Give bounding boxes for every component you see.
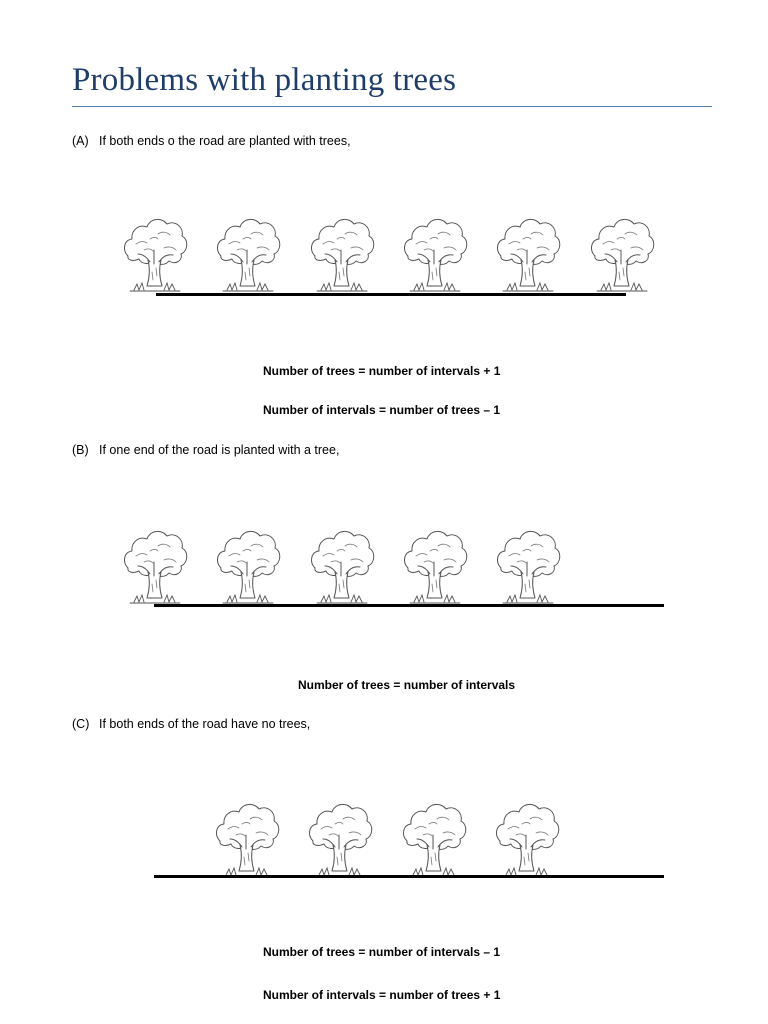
section-c-formula-2: Number of intervals = number of trees + 1 [263,988,501,1002]
section-a-letter: (A) [72,134,89,148]
title-underline [72,106,712,107]
tree-icon [120,522,190,608]
section-b-text: If one end of the road is planted with a tree, [99,443,340,457]
tree-icon [307,210,377,296]
tree-icon [492,795,562,881]
tree-icon [307,522,377,608]
section-a-formula-1: Number of trees = number of intervals + 1 [263,364,501,378]
tree-icon [305,795,375,881]
section-a-heading [72,134,351,148]
section-c-text: If both ends of the road have no trees, [99,717,311,731]
section-b-road [154,604,664,607]
tree-icon [212,795,282,881]
tree-icon [587,210,657,296]
section-b-formula-1: Number of trees = number of intervals [298,678,516,692]
section-b-letter: (B) [72,443,89,457]
tree-icon [400,522,470,608]
tree-icon [400,210,470,296]
section-a-formula-2: Number of intervals = number of trees – 1 [263,403,501,417]
tree-icon [213,522,283,608]
section-c-road [154,875,664,878]
section-b-heading [72,443,339,457]
section-a-text: If both ends o the road are planted with trees, [99,134,351,148]
tree-icon [213,210,283,296]
tree-icon [120,210,190,296]
section-c-letter: (C) [72,717,90,731]
section-a-road [156,293,626,296]
section-c-formula-1: Number of trees = number of intervals – 1 [263,945,501,959]
page-title: Problems with planting trees [72,62,457,98]
section-c-heading [72,717,310,731]
tree-icon [493,210,563,296]
tree-icon [399,795,469,881]
tree-icon [493,522,563,608]
